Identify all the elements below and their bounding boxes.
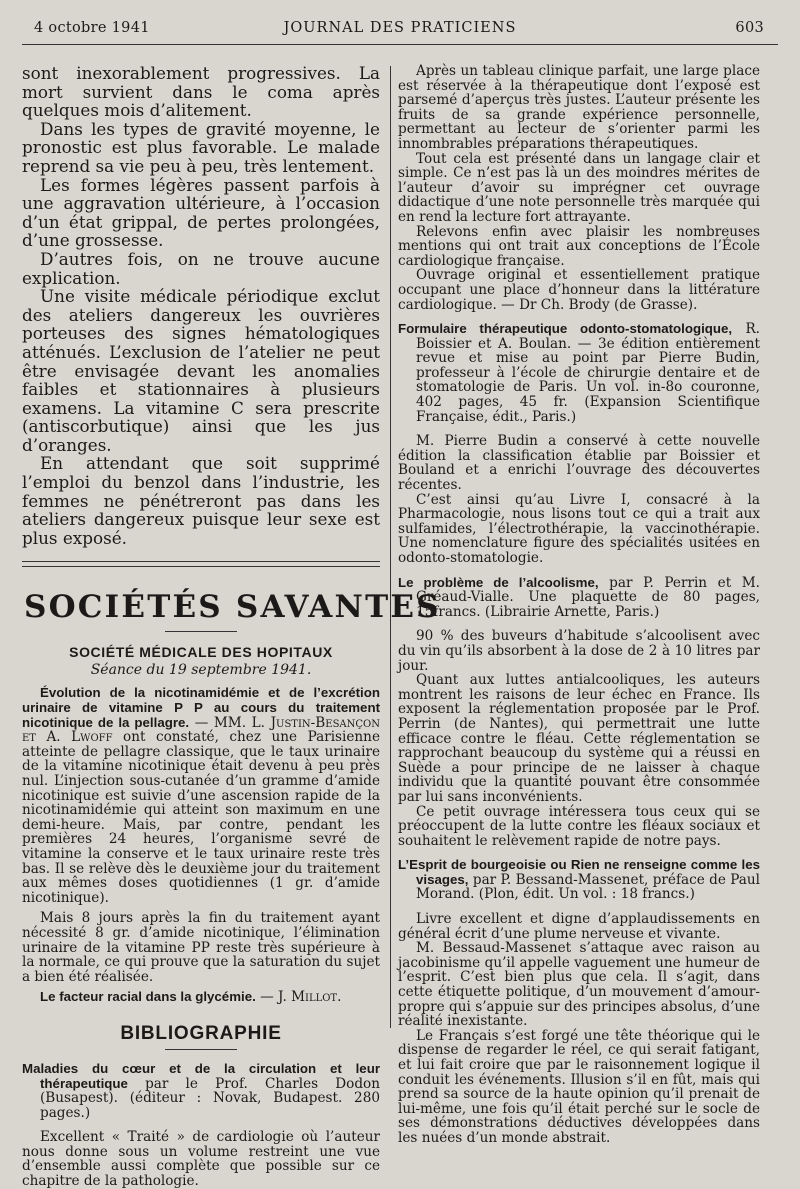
article-glycemie: [22, 990, 380, 1005]
book-title: L’Esprit de bourgeoisie ou Rien ne renseigne comme les visages,: [398, 857, 760, 887]
short-rule: [165, 1049, 237, 1050]
paragraph: Livre excellent et digne d’applaudissements en général écrit d’une plume nerveuse et vivante.: [398, 911, 760, 942]
right-column: [398, 64, 760, 1146]
section-heading-societes-savantes: SOCIÉTÉS SAVANTES: [24, 589, 441, 626]
page-number: 603: [735, 20, 764, 36]
left-column: [22, 63, 441, 1189]
paragraph: M. Bessaud-Massenet s’attaque avec raison au jacobinisme qu’il appelle vaguement une humeur de l’esprit. C’est bien plus que cela. Il s’agit, dans cette étiquette politique, d’un mouvement d’amour-propre qui s’appuie sur des principes absolus, d’une réalité inexistante.: [398, 940, 760, 1030]
societe-medicale-section: [22, 644, 380, 1188]
paragraph: Relevons enfin avec plaisir les nombreuses mentions qui ont trait aux conceptions de l’École cardiologique française.: [398, 223, 760, 269]
paragraph: Mais 8 jours après la fin du traitement ayant nécessité 8 gr. d’amide nicotinique, l’élimination urinaire de la vitamine PP reste très supérieure à la normale, ce qui prouve que la saturation du sujet a bien été réalisée.: [22, 910, 380, 985]
journal-title: JOURNAL DES PRATICIENS: [283, 20, 517, 36]
paragraph: M. Pierre Budin a conservé à cette nouvelle édition la classification établie par Boissier et Bouland et a enrichi l’ouvrage des découvertes récentes.: [398, 433, 760, 494]
paragraph: Dans les types de gravité moyenne, le pronostic est plus favorable. Le malade reprend sa vie peu à peu, très lentement.: [22, 118, 380, 176]
section-double-rule: [22, 561, 380, 567]
paragraph: sont inexorablement progressives. La mort survient dans le coma après quelques mois d’alitement.: [22, 63, 380, 121]
paragraph: Ouvrage original et essentiellement pratique occupant une place d’honneur dans la littérature cardiologique. — Dr Ch. Brody (de Grasse).: [398, 267, 760, 313]
paragraph: Les formes légères passent parfois à une aggravation ultérieure, à l’occasion d’un état grippal, de pertes prolongées, d’une grossesse.: [22, 174, 380, 251]
book-title: Maladies du cœur et de la circulation et leur thérapeutique: [22, 1060, 380, 1091]
book-details: par P. Bessand-Massenet, préface de Paul Morand. (Plon, édit. Un vol. : 18 francs.): [416, 871, 760, 903]
paragraph: Une visite médicale périodique exclut des ateliers dangereux les ouvrières porteuses des signes hématologiques atténués. L’exclusion de l’atelier ne peut être envisagée devant les anomalies faibles et stationnaires à plusieurs examens. La vitamine C sera prescrite (antiscorbutique) ainsi que les jus d’oranges.: [22, 286, 380, 455]
article-body: ont constaté, chez une Parisienne atteinte de pellagre classique, que le taux urinaire de la vitamine nicotinique était devenu à peu près nul. L’injection sous-cutanée d’un gramme d’amide nicotinique est suivie d’une ascension rapide de la nicotinamidémie qui atteint son maximum en une demi-heure. Mais, par contre, pendant les premières 24 heures, l’organisme sevré de vitamine la conserve et le taux urinaire reste très bas. Il se relève dès le deuxième jour du traitement aux mêmes doses quotidiennes (1 gr. d’amide nicotinique).: [22, 729, 380, 906]
short-rule: [165, 631, 237, 632]
page-header: [22, 18, 778, 42]
book-details: par le Prof. Charles Dodon (Busapest). (éditeur : Novak, Budapest. 280 pages.): [40, 1075, 380, 1121]
book-entry-maladies-du-coeur: [22, 1062, 380, 1120]
article-nicotinamidemie: [22, 686, 380, 905]
session-date: Séance du 19 septembre 1941.: [90, 662, 312, 679]
book-entry-alcoolisme: [398, 576, 760, 620]
article-author: — J. Millot.: [255, 989, 342, 1006]
paragraph: Le Français s’est forgé une tête théorique qui le dispense de regarder le réel, ce qui serait fatigant, et lui fait croire que par le raisonnement logique il conduit les événements. Illusion s’il en fût, mais qui prend sa source de la haute opinion qu’il prenait de lui-même, une fois qu’il était perché sur le socle de ses démonstrations déductives développées dans les nuées d’un monde abstrait.: [398, 1027, 760, 1146]
paragraph: D’autres fois, on ne trouve aucune explication.: [22, 248, 380, 288]
header-rule: [22, 44, 778, 45]
paragraph: Ce petit ouvrage intéressera tous ceux qui se préoccupent de la lutte contre les fléaux sociaux et souhaitent le relèvement rapide de notre pays.: [398, 803, 760, 849]
paragraph: Tout cela est présenté dans un langage clair et simple. Ce n’est pas là un des moindres mérites de l’auteur d’avoir su imprégner cet ouvrage didactique d’une note personnelle très marquée qui en rend la lecture fort attrayante.: [398, 150, 760, 225]
paragraph: 90 % des buveurs d’habitude s’alcoolisent avec du vin qu’ils absorbent à la dose de 2 à 10 litres par jour.: [398, 628, 760, 674]
column-divider: [390, 66, 391, 1028]
book-title: Formulaire thérapeutique odonto-stomatologique,: [398, 321, 733, 337]
article-continuation: [22, 64, 380, 547]
article-authors: — MM. L. Justin-Besançon et A. Lwoff: [22, 714, 380, 746]
book-details: R. Boissier et A. Boulan. — 3e édition entièrement revue et mise au point par Pierre Budin, professeur à l’école de chirurgie dentaire et de stomatologie de Paris. Un vol. in-8o couronne, 402 pages, 45 fr. (Expansion Scientifique Française, édit., Paris.): [416, 321, 760, 425]
book-details: par P. Perrin et M. Gréaud-Vialle. Une plaquette de 80 pages, 15francs. (Librairie Arnette, Paris.): [416, 574, 760, 620]
paragraph: Excellent « Traité » de cardiologie où l’auteur nous donne sous un volume restreint une vue d’ensemble aussi complète que possible sur ce chapitre de la pathologie.: [22, 1129, 380, 1189]
paragraph: Quant aux luttes antialcooliques, les auteurs montrent les raisons de leur échec en France. Ils exposent la réglementation proposée par le Prof. Perrin (de Nantes), qui permettrait une lutte efficace contre le fléau. Cette réglementation se rapprochant beaucoup du système qui a réussi en Suède a pour principe de ne laisser à chaque individu que la quantité pouvant être consommée par lui sans inconvénients.: [398, 672, 760, 805]
book-entry-esprit-de-bourgeoisie: [398, 858, 760, 902]
article-title: Le facteur racial dans la glycémie.: [40, 989, 256, 1005]
article-title: Évolution de la nicotinamidémie et de l’excrétion urinaire de vitamine P P au cours du traitement nicotinique de la pellagre.: [22, 685, 380, 730]
section-heading-bibliographie: BIBLIOGRAPHIE: [120, 1022, 282, 1044]
book-entry-formulaire: [398, 322, 760, 424]
issue-date: 4 octobre 1941: [34, 20, 150, 36]
paragraph: En attendant que soit supprimé l’emploi du benzol dans l’industrie, les femmes ne pénétreront pas dans les ateliers dangereux puisque leur sexe est plus exposé.: [22, 453, 380, 548]
paragraph: C’est ainsi qu’au Livre I, consacré à la Pharmacologie, nous lisons tout ce qui a trait aux sulfamides, l’électrothérapie, la vaccinothérapie. Une nomenclature figure des spécialités usitées en odonto-stomatologie.: [398, 491, 760, 566]
book-title: Le problème de l’alcoolisme,: [398, 574, 599, 590]
paragraph: Après un tableau clinique parfait, une large place est réservée à la thérapeutique dont l’exposé est parsemé d’aperçus très justes. L’auteur présente les fruits de sa grande expérience personnelle, permettant au lecteur de s’orienter parmi les innombrables préparations thérapeutiques.: [398, 63, 760, 152]
society-heading: SOCIÉTÉ MÉDICALE DES HOPITAUX: [69, 644, 333, 661]
